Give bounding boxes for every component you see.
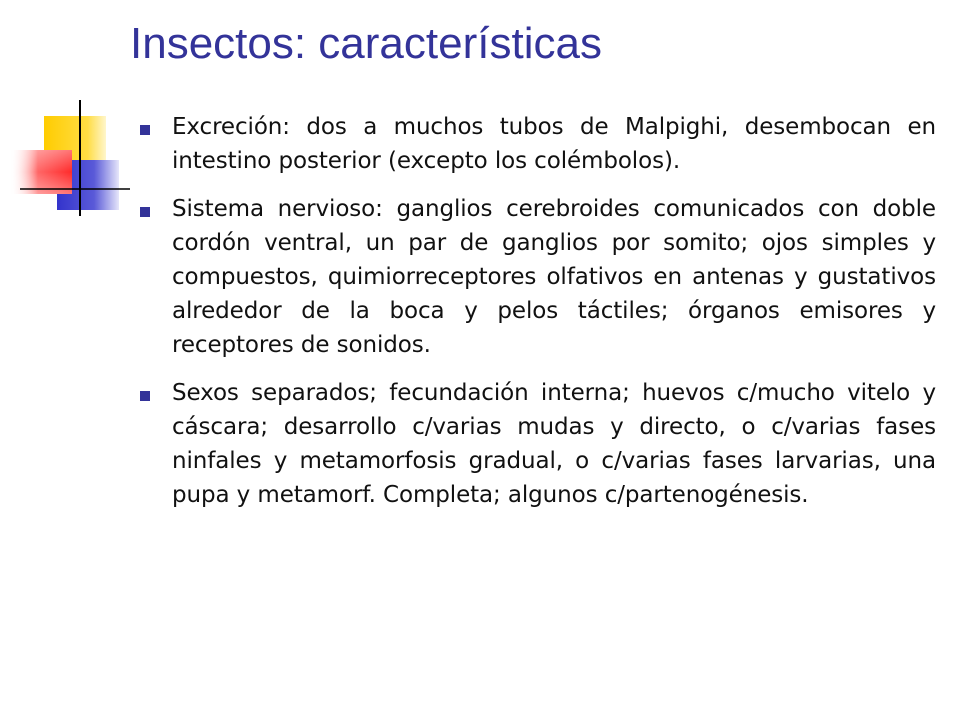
bullet-sistema-nervioso [140, 192, 936, 362]
bullet-text: Sistema nervioso: ganglios cerebroides comunicados con doble cordón ventral, un par de ganglios por somito; ojos simples y compuestos, quimiorreceptores olfativos en antenas y gustativos alrededor de la boca y pelos táctiles; órganos emisores y receptores de sonidos. [172, 196, 936, 358]
bullet-list [140, 110, 936, 526]
bullet-text: Excreción: dos a muchos tubos de Malpighi, desembocan en intestino posterior (excepto los colémbolos). [172, 114, 936, 174]
bullet-text: Sexos separados; fecundación interna; huevos c/mucho vitelo y cáscara; desarrollo c/varias mudas y directo, o c/varias fases ninfales y metamorfosis gradual, o c/varias fases larvarias, una pupa y metamorf. Completa; algunos c/partenogénesis. [172, 380, 936, 508]
slide-title: Insectos: características [130, 19, 602, 68]
bullet-excrecion [140, 110, 936, 178]
square-bullet-icon [140, 207, 150, 217]
square-bullet-icon [140, 391, 150, 401]
decorative-color-blocks [0, 0, 130, 230]
bullet-sexos [140, 376, 936, 512]
square-bullet-icon [140, 125, 150, 135]
